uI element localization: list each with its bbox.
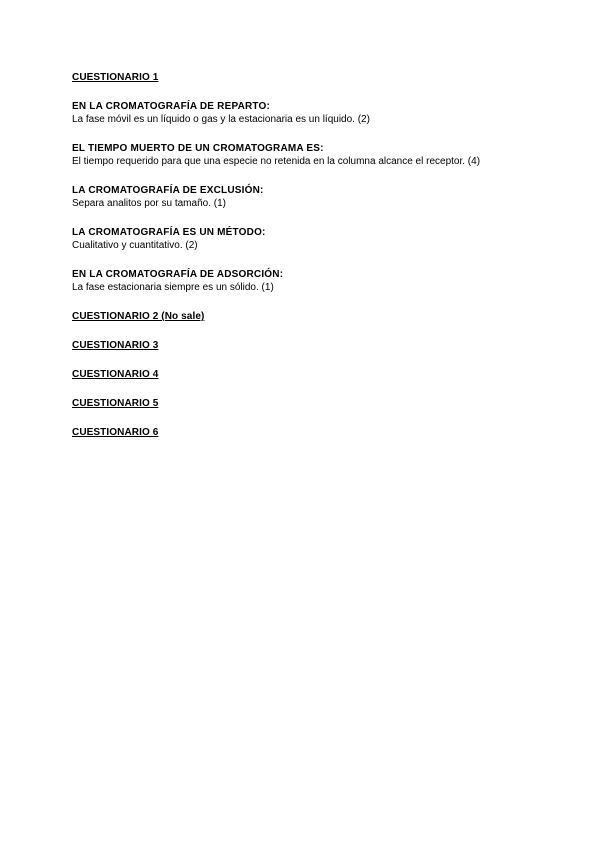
question-block-tiempo-muerto bbox=[72, 142, 542, 168]
question-title: LA CROMATOGRAFÍA DE EXCLUSIÓN: bbox=[72, 185, 264, 196]
section-title-cuestionario-6: CUESTIONARIO 6 bbox=[72, 427, 159, 438]
question-block-reparto bbox=[72, 100, 542, 126]
question-block-exclusion bbox=[72, 184, 542, 210]
section-title-cuestionario-2: CUESTIONARIO 2 (No sale) bbox=[72, 311, 205, 322]
section-title-cuestionario-1: CUESTIONARIO 1 bbox=[72, 72, 159, 83]
answer-text: La fase móvil es un líquido o gas y la estacionaria es un líquido. (2) bbox=[72, 114, 370, 125]
document-page bbox=[72, 71, 542, 455]
answer-text: La fase estacionaria siempre es un sólido. (1) bbox=[72, 282, 274, 293]
section-title-cuestionario-5: CUESTIONARIO 5 bbox=[72, 398, 159, 409]
section-title-cuestionario-4: CUESTIONARIO 4 bbox=[72, 369, 159, 380]
question-block-adsorcion bbox=[72, 268, 542, 294]
answer-text: El tiempo requerido para que una especie no retenida en la columna alcance el receptor. (4) bbox=[72, 156, 481, 167]
question-title: EN LA CROMATOGRAFÍA DE REPARTO: bbox=[72, 101, 271, 112]
question-title: EN LA CROMATOGRAFÍA DE ADSORCIÓN: bbox=[72, 269, 284, 280]
question-block-metodo bbox=[72, 226, 542, 252]
question-title: EL TIEMPO MUERTO DE UN CROMATOGRAMA ES: bbox=[72, 143, 324, 154]
question-title: LA CROMATOGRAFÍA ES UN MÉTODO: bbox=[72, 227, 266, 238]
answer-text: Cualitativo y cuantitativo. (2) bbox=[72, 240, 198, 251]
answer-text: Separa analitos por su tamaño. (1) bbox=[72, 198, 226, 209]
section-title-cuestionario-3: CUESTIONARIO 3 bbox=[72, 340, 159, 351]
